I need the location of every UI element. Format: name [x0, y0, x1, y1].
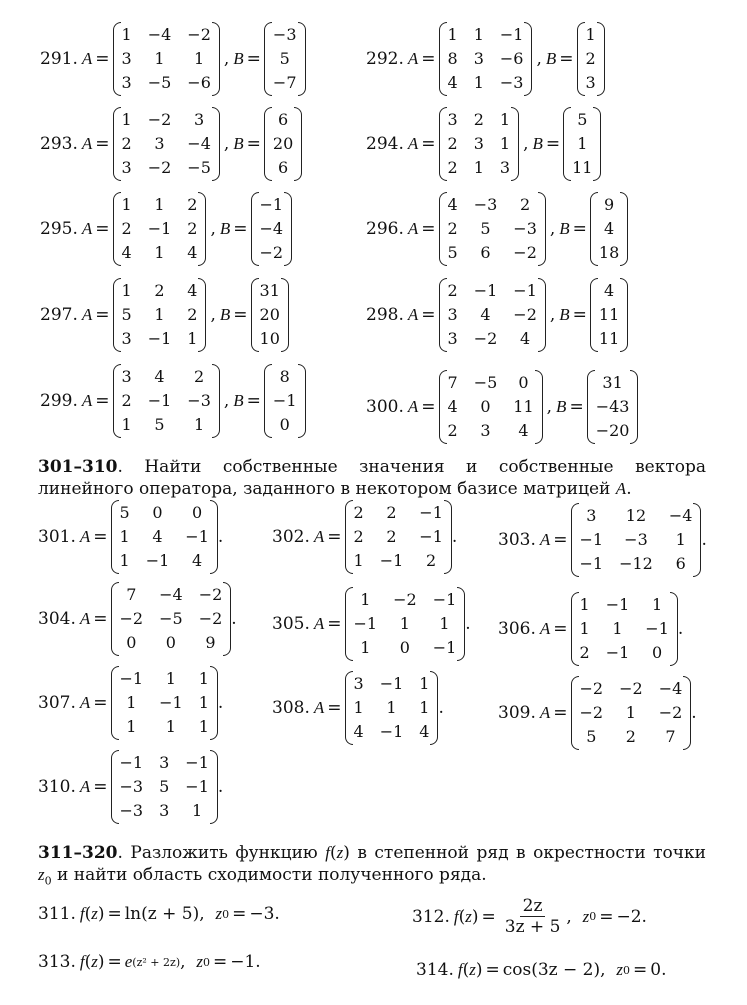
matrix-b: 4 11 11: [590, 278, 628, 352]
section-heading-series: 311–320. Разложить функцию f(z) в степенной ряд в окрестности точки $z_0$ и найти область сходимости полученного ряда.: [38, 843, 706, 888]
problem-303: 303. A = 3 12 −4 −1 −3 1 −1 −12 6 .: [498, 503, 707, 577]
fraction: $\frac{2z}{3z + 5}$: [504, 896, 561, 937]
z0-value: −3: [249, 904, 275, 924]
problem-number: 298.: [366, 305, 404, 325]
problem-295: 295. A = 1 1 2 2 −1 2 4 1 4 , B = −1 −4 −2: [40, 192, 292, 266]
problem-number: 299.: [40, 391, 78, 411]
problem-number: 293.: [40, 134, 78, 154]
problem-302: 302. A = 2 2 −1 2 2 −1 1 −1 2 .: [272, 500, 457, 574]
problem-number: 304.: [38, 609, 76, 629]
matrix-a: −1 1 1 1 −1 1 1 1 1: [111, 666, 218, 740]
problem-307: 307. A = −1 1 1 1 −1 1 1 1 1 .: [38, 666, 223, 740]
problem-number: 294.: [366, 134, 404, 154]
matrix-a: 1 1 2 2 −1 2 4 1 4: [113, 192, 207, 266]
matrix-a: 5 0 0 1 4 −1 1 −1 4: [111, 500, 218, 574]
matrix-b: −1 −4 −2: [251, 192, 293, 266]
problem-number: 292.: [366, 49, 404, 69]
problem-301: 301. A = 5 0 0 1 4 −1 1 −1 4 .: [38, 500, 223, 574]
matrix-a: 3 −1 1 1 1 1 4 −1 4: [345, 671, 439, 745]
matrix-b: 9 4 18: [590, 192, 628, 266]
matrix-a: 1 −2 3 2 3 −4 3 −2 −5: [113, 107, 220, 181]
problem-308: 308. A = 3 −1 1 1 1 1 4 −1 4 .: [272, 671, 444, 745]
problem-300: 300. A = 7 −5 0 4 0 11 2 3 4 , B = 31 −43 −20: [366, 370, 638, 444]
problem-number: 291.: [40, 49, 78, 69]
matrix-a: 1 2 4 5 1 2 3 −1 1: [113, 278, 207, 352]
problem-296: 296. A = 4 −3 2 2 5 −3 5 6 −2 , B = 9 4 18: [366, 192, 628, 266]
problem-292: 292. A = 1 1 −1 8 3 −6 4 1 −3 , B = 1 2 3: [366, 22, 605, 96]
function-rhs: cos(3z − 2): [502, 960, 601, 980]
problem-304: 304. A = 7 −4 −2 −2 −5 −2 0 0 9 .: [38, 582, 237, 656]
z0-value: −2: [616, 906, 642, 927]
section-range: 311–320: [38, 843, 118, 863]
problem-number: 297.: [40, 305, 78, 325]
problem-305: 305. A = 1 −2 −1 −1 1 1 1 0 −1 .: [272, 587, 471, 661]
problem-number: 310.: [38, 777, 76, 797]
matrix-a: −2 −2 −4 −2 1 −2 5 2 7: [571, 676, 692, 750]
z0-value: −1: [230, 952, 256, 972]
matrix-b: 31 20 10: [251, 278, 289, 352]
problem-number: 309.: [498, 703, 536, 723]
problem-310: 310. A = −1 3 −1 −3 5 −1 −3 3 1 .: [38, 750, 223, 824]
matrix-a: −1 3 −1 −3 5 −1 −3 3 1: [111, 750, 218, 824]
problem-298: 298. A = 2 −1 −1 3 4 −2 3 −2 4 , B = 4 11 11: [366, 278, 628, 352]
problem-311: 311. f ( z ) = ln(z + 5) , z 0 = −3 .: [38, 904, 280, 924]
matrix-a: 1 −2 −1 −1 1 1 1 0 −1: [345, 587, 466, 661]
section-heading-eigen: 301–310. Найти собственные значения и собственные вектора линейного оператора, заданного в некотором базисе матрицей A.: [38, 457, 706, 499]
matrix-b: 31 −43 −20: [587, 370, 639, 444]
problem-309: 309. A = −2 −2 −4 −2 1 −2 5 2 7 .: [498, 676, 697, 750]
problem-number: 312.: [412, 906, 450, 927]
problem-number: 295.: [40, 219, 78, 239]
matrix-a: 3 4 2 2 −1 −3 1 5 1: [113, 364, 220, 438]
matrix-a: 7 −5 0 4 0 11 2 3 4: [439, 370, 543, 444]
matrix-b: −3 5 −7: [264, 22, 306, 96]
problem-314: 314. f ( z ) = cos(3z − 2) , z 0 = 0 .: [416, 960, 667, 980]
problem-number: 296.: [366, 219, 404, 239]
problem-299: 299. A = 3 4 2 2 −1 −3 1 5 1 , B = 8 −1 0: [40, 364, 306, 438]
matrix-a: 3 12 −4 −1 −3 1 −1 −12 6: [571, 503, 702, 577]
problem-number: 314.: [416, 960, 454, 980]
matrix-a: 1 −4 −2 3 1 1 3 −5 −6: [113, 22, 220, 96]
problem-number: 308.: [272, 698, 310, 718]
matrix-a: 2 −1 −1 3 4 −2 3 −2 4: [439, 278, 546, 352]
matrix-a: 1 −1 1 1 1 −1 2 −1 0: [571, 592, 678, 666]
function-rhs: ln(z + 5): [124, 904, 200, 924]
problem-297: 297. A = 1 2 4 5 1 2 3 −1 1 , B = 31 20 10: [40, 278, 289, 352]
problem-number: 303.: [498, 530, 536, 550]
problem-number: 307.: [38, 693, 76, 713]
problem-312: 312. f ( z ) = $\frac{2z}{3z + 5}$ , z 0 = −2 .: [412, 896, 647, 937]
matrix-b: 1 2 3: [577, 22, 605, 96]
problem-306: 306. A = 1 −1 1 1 1 −1 2 −1 0 .: [498, 592, 683, 666]
problem-number: 302.: [272, 527, 310, 547]
matrix-a: 4 −3 2 2 5 −3 5 6 −2: [439, 192, 546, 266]
problem-294: 294. A = 3 2 1 2 3 1 2 1 3 , B = 5 1 11: [366, 107, 601, 181]
matrix-a: 1 1 −1 8 3 −6 4 1 −3: [439, 22, 533, 96]
matrix-a: 7 −4 −2 −2 −5 −2 0 0 9: [111, 582, 232, 656]
problem-number: 301.: [38, 527, 76, 547]
problem-number: 313.: [38, 952, 76, 972]
problem-number: 305.: [272, 614, 310, 634]
problem-number: 311.: [38, 904, 76, 924]
matrix-b: 5 1 11: [563, 107, 601, 181]
matrix-a: 2 2 −1 2 2 −1 1 −1 2: [345, 500, 452, 574]
section-range: 301–310: [38, 457, 118, 477]
problem-293: 293. A = 1 −2 3 2 3 −4 3 −2 −5 , B = 6 20 6: [40, 107, 302, 181]
z0-value: 0: [650, 960, 662, 980]
problem-291: 291. A = 1 −4 −2 3 1 1 3 −5 −6 , B = −3 5 −7: [40, 22, 306, 96]
problem-number: 300.: [366, 397, 404, 417]
matrix-b: 6 20 6: [264, 107, 302, 181]
problem-313: 313. f ( z ) = e (z² + 2z) , z 0 = −1 .: [38, 952, 261, 972]
problem-number: 306.: [498, 619, 536, 639]
matrix-a: 3 2 1 2 3 1 2 1 3: [439, 107, 520, 181]
matrix-b: 8 −1 0: [264, 364, 306, 438]
